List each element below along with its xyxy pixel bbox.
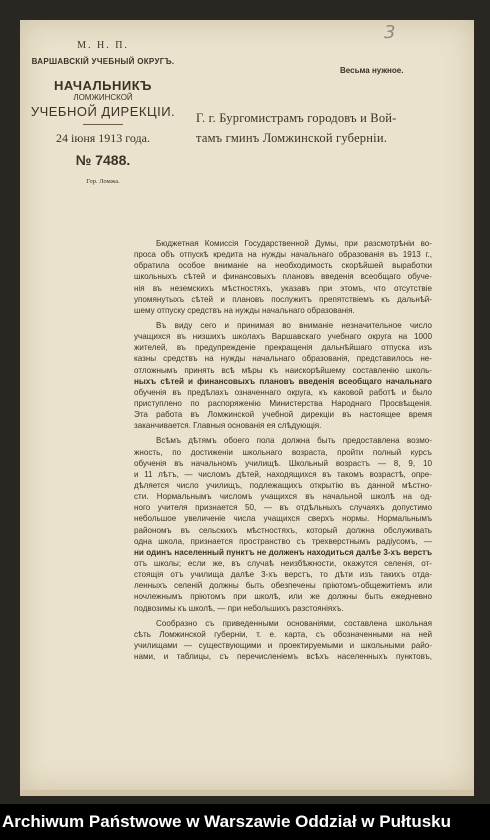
letterhead (28, 38, 178, 185)
body-line: стоящія отъ училища далѣе 3-хъ верстъ, то дѣти изъ такихъ отда- (134, 570, 432, 580)
letter-body (134, 238, 432, 662)
body-line: упомянутыхъ сѣтей и плановъ послужитъ препятствіемъ къ дальнѣй- (134, 294, 432, 304)
page-edge (20, 790, 474, 796)
addressee-line-2: тамъ гминъ Ломжинской губерніи. (196, 131, 388, 145)
body-line: дѣляется число училищъ, подлежащихъ открытію въ данной мѣстно- (134, 480, 432, 490)
body-line: заканчивается. Главныя основанія ея слѣдующія. (134, 421, 322, 431)
body-line: отъ школы; если же, въ случаѣ неизбѣжности, окажутся селенія, от- (134, 558, 432, 568)
body-line: жность, по достиженіи школьнаго возраста, пройти полный курсъ (134, 447, 432, 457)
addressee-line-1: Г. г. Бургомистрамъ городовъ и Вой- (196, 111, 397, 125)
body-line: проса объ отпускѣ кредита на нужды начальнаго образованія въ 1913 г., (134, 250, 432, 260)
divider (83, 124, 123, 125)
body-line: одна школа, признается пространство съ трехверстнымъ радіусомъ, — (134, 536, 432, 546)
body-line: нами, и таблицы, съ перечисленіемъ всѣхъ населенныхъ пунктовъ, (134, 652, 432, 662)
ministry-abbrev: М. Н. П. (77, 40, 129, 51)
document-date: 24 іюня 1913 года. (56, 131, 150, 145)
body-line: сѣть Ломжинской губерніи, т. е. карта, съ обозначенными на ней (134, 629, 432, 639)
body-line: учащихся въ низшихъ школахъ Варшавскаго учебнаго округа на 1000 (134, 332, 432, 342)
body-line: и 11 лѣтъ, — числомъ дѣтей, находящихся въ такомъ возрастѣ, опре- (134, 469, 432, 479)
body-line: жителей, въ предупрежденіе прекращенія дальнѣйшаго отпуска изъ (134, 343, 432, 353)
archive-footer: Archiwum Państwowe w Warszawie Oddział w Pułtusku (0, 804, 490, 840)
body-line: приступлено по распоряженію Министерства Народнаго Просвѣщенія. (134, 398, 432, 408)
body-line: школьныхъ сѣтей и финансовыхъ плановъ введенія всеобщаго обуче- (134, 272, 432, 282)
letterhead-lomzha: ЛОМЖИНСКОЙ (73, 93, 133, 102)
body-line: подвозимы къ школѣ, — при небольшихъ разстояніяхъ. (134, 603, 344, 613)
urgency-note: Весьма нужное. (340, 66, 404, 75)
body-line: райономъ въ сельскихъ мѣстностяхъ, который должна обслуживать (134, 525, 432, 535)
body-line: небольшое увеличеніе числа учащихся сверхъ нормы. Нормальнымъ (134, 514, 432, 524)
body-line: ного учителя признается 50, — въ отдѣльныхъ случаяхъ допустимо (134, 503, 432, 513)
body-line: ленныхъ селеній должны быть обезпечены пріютомъ-общежитіемъ или (134, 581, 432, 591)
body-line: сти. Нормальнымъ числомъ учащихся въ начальной школѣ на од- (134, 492, 432, 502)
body-line: ночлежнымъ пріютомъ при школѣ, или же должны быть ежедневно (134, 592, 432, 602)
body-line: Сообразно съ приведенными основаніями, составлена школьная (156, 618, 432, 628)
body-line: шему отпуску средствъ на нужды начальнаго образованія. (134, 305, 355, 315)
body-line: отложнымъ принять всѣ мѣры къ наискорѣйшему составленію школь- (134, 365, 432, 375)
body-line: ныхъ сѣтей и финансовыхъ плановъ введенія всеобщаго начальнаго (134, 376, 432, 386)
body-line: обученія въ начальномъ училищѣ. Школьный возрастъ — 8, 9, 10 (134, 458, 432, 468)
body-line: Въ виду сего и принимая во вниманіе незначительное число (156, 320, 432, 330)
body-line: училищами — существующими и проектируемыми и школьными райо- (134, 640, 432, 650)
letterhead-title: НАЧАЛЬНИКЪ (54, 78, 152, 93)
body-line: нія въ неземскихъ мѣстностяхъ, указавъ при этомъ, что отсутствіе (134, 283, 432, 293)
archive-pencil-mark: 3 (384, 22, 396, 43)
body-line: Всѣмъ дѣтямъ обоего пола должна быть предоставлена возмо- (156, 436, 432, 446)
document-place: Гор. Ломжа. (86, 178, 120, 185)
document-number: № 7488. (75, 152, 131, 168)
body-line: обратила особое вниманіе на необходимость скорѣйшей выработки (134, 261, 432, 271)
addressee (196, 108, 446, 148)
body-line: Эта работа въ Ломжинской учебной дирекціи въ настоящее время (134, 410, 432, 420)
school-district: ВАРШАВСКІЙ УЧЕБНЫЙ ОКРУГЪ. (31, 57, 175, 66)
body-line: ни одинъ населенный пунктъ не долженъ находиться далѣе 3-хъ верстъ (134, 547, 432, 557)
body-line: Бюджетная Комиссія Государственной Думы, при разсмотрѣніи во- (156, 239, 432, 248)
body-line: обученія въ предѣлахъ означеннаго округа, къ каковой работѣ и было (134, 387, 432, 397)
letterhead-directorate: УЧЕБНОЙ ДИРЕКЦІИ. (30, 104, 176, 119)
body-line: казны средствъ на нужды начальнаго образованія, представилось не- (134, 354, 432, 364)
